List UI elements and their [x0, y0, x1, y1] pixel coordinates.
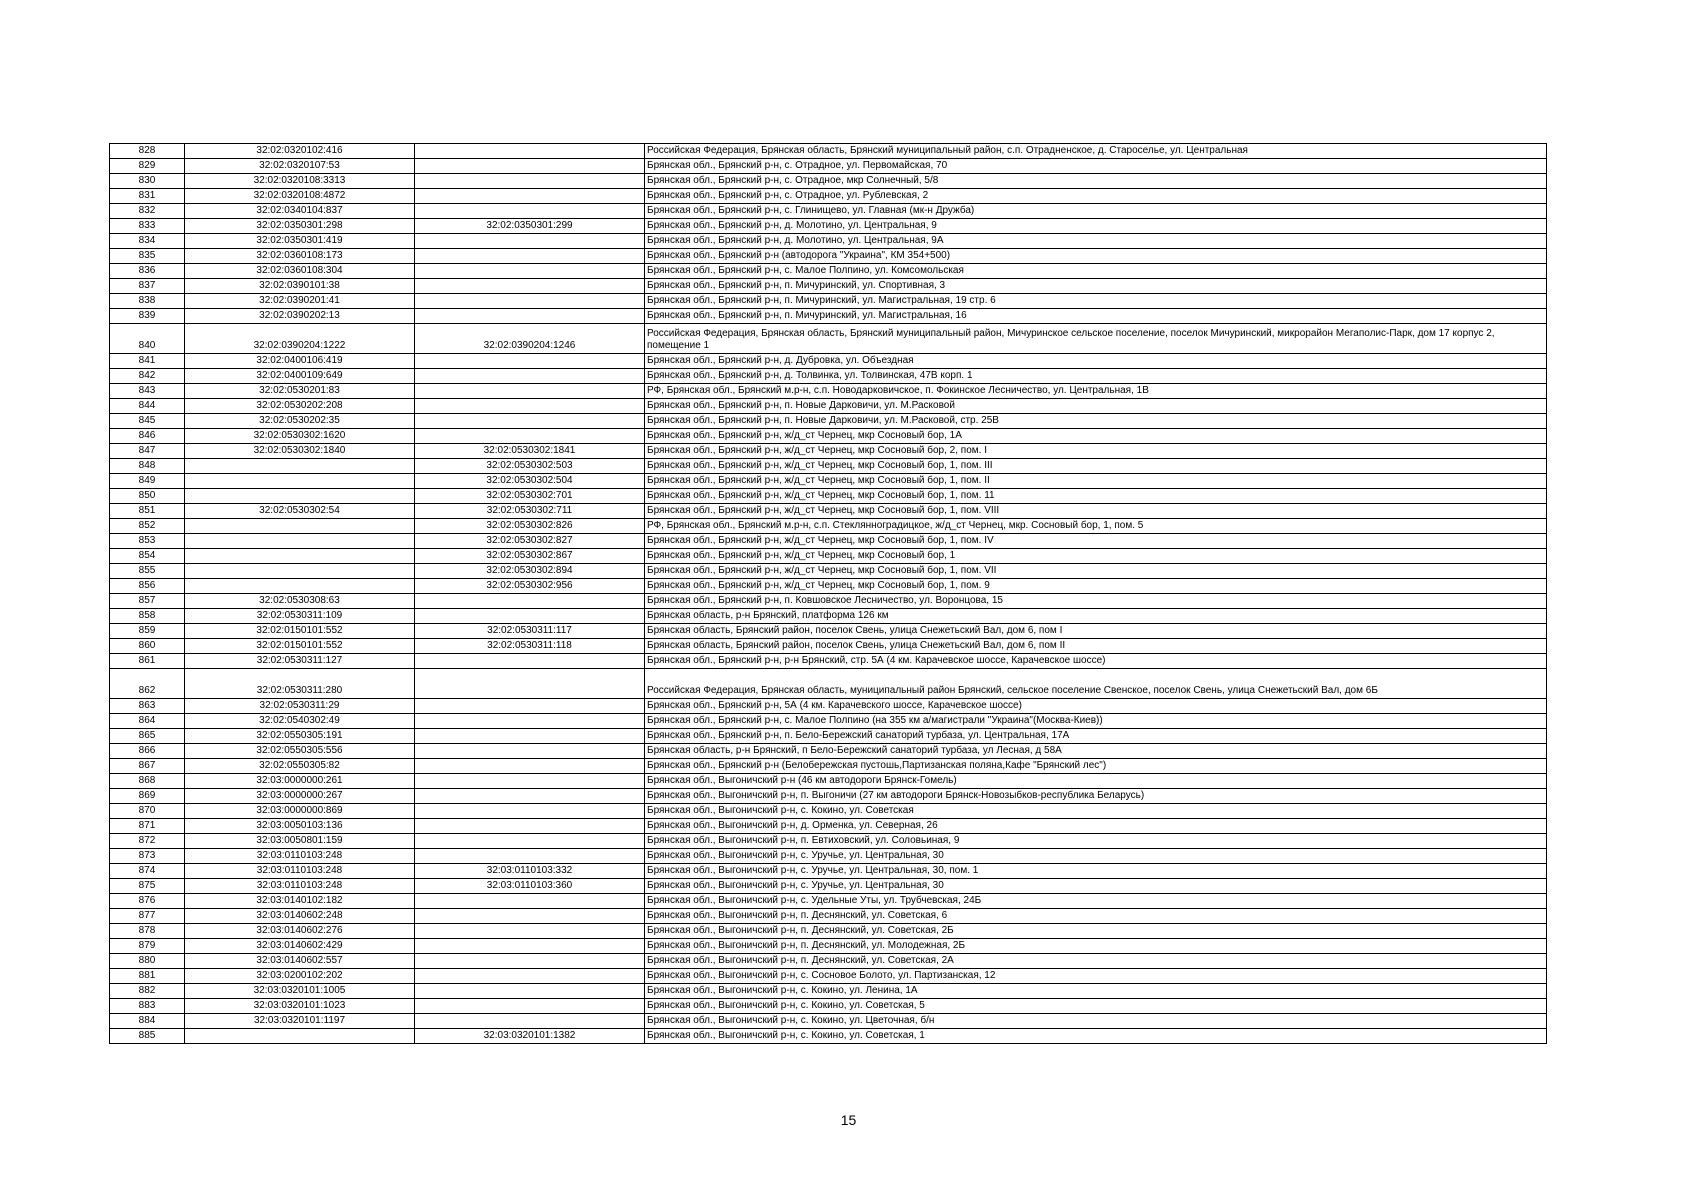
sub-cadastral-number-cell: 32:02:0530302:503: [415, 459, 645, 474]
address-cell: Брянская обл., Брянский р-н, п. Мичуринский, ул. Магистральная, 16: [645, 309, 1547, 324]
row-number-cell: 880: [110, 954, 185, 969]
cadastral-number-cell: 32:02:0150101:552: [185, 624, 415, 639]
cadastral-number-cell: 32:03:0000000:869: [185, 804, 415, 819]
sub-cadastral-number-cell: 32:02:0530302:894: [415, 564, 645, 579]
sub-cadastral-number-cell: [415, 924, 645, 939]
row-number-cell: 832: [110, 204, 185, 219]
table-row: [110, 714, 1547, 729]
sub-cadastral-number-cell: [415, 594, 645, 609]
table-row: [110, 399, 1547, 414]
address-cell: Брянская обл., Брянский р-н (автодорога "Украина", КМ 354+500): [645, 249, 1547, 264]
sub-cadastral-number-cell: [415, 144, 645, 159]
sub-cadastral-number-cell: [415, 969, 645, 984]
row-number-cell: 860: [110, 639, 185, 654]
row-number-cell: 836: [110, 264, 185, 279]
table-row: [110, 414, 1547, 429]
sub-cadastral-number-cell: [415, 744, 645, 759]
sub-cadastral-number-cell: [415, 954, 645, 969]
address-cell: Брянская обл., Выгоничский р-н, с. Кокино, ул. Советская: [645, 804, 1547, 819]
sub-cadastral-number-cell: [415, 999, 645, 1014]
table-row: [110, 834, 1547, 849]
row-number-cell: 854: [110, 549, 185, 564]
address-cell: Брянская обл., Выгоничский р-н, п. Выгоничи (27 км автодороги Брянск-Новозыбков-республика Беларусь): [645, 789, 1547, 804]
row-number-cell: 879: [110, 939, 185, 954]
sub-cadastral-number-cell: 32:03:0320101:1382: [415, 1029, 645, 1044]
table-row: [110, 189, 1547, 204]
table-row: [110, 294, 1547, 309]
sub-cadastral-number-cell: 32:02:0530302:867: [415, 549, 645, 564]
address-cell: Брянская обл., Брянский р-н, п. Бело-Бережский санаторий турбаза, ул. Центральная, 17А: [645, 729, 1547, 744]
table-row: [110, 669, 1547, 699]
cadastral-number-cell: 32:03:0140602:248: [185, 909, 415, 924]
cadastral-number-cell: [185, 489, 415, 504]
address-cell: Брянская обл., Выгоничский р-н, с. Кокино, ул. Ленина, 1А: [645, 984, 1547, 999]
row-number-cell: 871: [110, 819, 185, 834]
sub-cadastral-number-cell: [415, 354, 645, 369]
sub-cadastral-number-cell: [415, 849, 645, 864]
sub-cadastral-number-cell: 32:02:0530302:826: [415, 519, 645, 534]
cadastral-number-cell: 32:02:0400106:419: [185, 354, 415, 369]
cadastral-number-cell: 32:02:0530311:280: [185, 669, 415, 699]
row-number-cell: 867: [110, 759, 185, 774]
row-number-cell: 839: [110, 309, 185, 324]
sub-cadastral-number-cell: [415, 384, 645, 399]
sub-cadastral-number-cell: 32:02:0530311:117: [415, 624, 645, 639]
cadastral-number-cell: 32:02:0390202:13: [185, 309, 415, 324]
table-row: [110, 984, 1547, 999]
row-number-cell: 868: [110, 774, 185, 789]
row-number-cell: 859: [110, 624, 185, 639]
cadastral-number-cell: 32:02:0530202:208: [185, 399, 415, 414]
table-row: [110, 954, 1547, 969]
cadastral-number-cell: 32:03:0140602:429: [185, 939, 415, 954]
cadastral-number-cell: 32:02:0150101:552: [185, 639, 415, 654]
table-row: [110, 279, 1547, 294]
row-number-cell: 830: [110, 174, 185, 189]
table-row: [110, 429, 1547, 444]
table-row: [110, 474, 1547, 489]
cadastral-number-cell: 32:02:0530302:54: [185, 504, 415, 519]
sub-cadastral-number-cell: [415, 894, 645, 909]
cadastral-number-cell: 32:02:0360108:304: [185, 264, 415, 279]
address-cell: Брянская обл., Брянский р-н, ж/д_ст Чернец, мкр Сосновый бор, 1, пом. III: [645, 459, 1547, 474]
address-cell: Брянская обл., Выгоничский р-н, п. Деснянский, ул. Советская, 6: [645, 909, 1547, 924]
table-row: [110, 864, 1547, 879]
address-cell: Брянская обл., Брянский р-н, п. Новые Дарковичи, ул. М.Расковой: [645, 399, 1547, 414]
address-cell: Брянская обл., Выгоничский р-н, п. Деснянский, ул. Советская, 2Б: [645, 924, 1547, 939]
cadastral-number-cell: 32:03:0110103:248: [185, 849, 415, 864]
address-cell: Брянская обл., Выгоничский р-н, с. Кокино, ул. Советская, 5: [645, 999, 1547, 1014]
row-number-cell: 828: [110, 144, 185, 159]
cadastral-number-cell: 32:02:0540302:49: [185, 714, 415, 729]
table-row: [110, 1014, 1547, 1029]
sub-cadastral-number-cell: [415, 399, 645, 414]
address-cell: Брянская обл., Брянский р-н, ж/д_ст Чернец, мкр Сосновый бор, 1, пом. II: [645, 474, 1547, 489]
sub-cadastral-number-cell: 32:02:0530302:504: [415, 474, 645, 489]
table-row: [110, 309, 1547, 324]
table-row: [110, 639, 1547, 654]
row-number-cell: 857: [110, 594, 185, 609]
address-cell: Брянская обл., Брянский р-н, ж/д_ст Чернец, мкр Сосновый бор, 1, пом. IV: [645, 534, 1547, 549]
sub-cadastral-number-cell: [415, 294, 645, 309]
cadastral-number-cell: 32:02:0530201:83: [185, 384, 415, 399]
page-number: 15: [840, 1112, 857, 1128]
address-cell: Брянская обл., Брянский р-н (Белобережская пустошь,Партизанская поляна,Кафе "Брянский лес"): [645, 759, 1547, 774]
table-row: [110, 744, 1547, 759]
sub-cadastral-number-cell: [415, 249, 645, 264]
sub-cadastral-number-cell: 32:03:0110103:360: [415, 879, 645, 894]
row-number-cell: 875: [110, 879, 185, 894]
table-row: [110, 1029, 1547, 1044]
row-number-cell: 858: [110, 609, 185, 624]
sub-cadastral-number-cell: [415, 234, 645, 249]
cadastral-number-cell: [185, 474, 415, 489]
table-row: [110, 174, 1547, 189]
cadastral-number-cell: 32:03:0140102:182: [185, 894, 415, 909]
cadastral-number-cell: 32:02:0550305:556: [185, 744, 415, 759]
table-row: [110, 849, 1547, 864]
address-cell: Брянская обл., Выгоничский р-н, с. Уручье, ул. Центральная, 30: [645, 849, 1547, 864]
row-number-cell: 849: [110, 474, 185, 489]
cadastral-number-cell: [185, 519, 415, 534]
address-cell: Брянская обл., Брянский р-н, ж/д_ст Чернец, мкр Сосновый бор, 1, пом. 11: [645, 489, 1547, 504]
table-row: [110, 774, 1547, 789]
cadastral-number-cell: 32:03:0320101:1023: [185, 999, 415, 1014]
sub-cadastral-number-cell: [415, 429, 645, 444]
row-number-cell: 835: [110, 249, 185, 264]
address-cell: Брянская обл., Брянский р-н, с. Отрадное, мкр Солнечный, 5/8: [645, 174, 1547, 189]
row-number-cell: 877: [110, 909, 185, 924]
row-number-cell: 840: [110, 324, 185, 354]
row-number-cell: 848: [110, 459, 185, 474]
sub-cadastral-number-cell: [415, 789, 645, 804]
table-row: [110, 504, 1547, 519]
table-row: [110, 369, 1547, 384]
cadastral-number-cell: 32:02:0390101:38: [185, 279, 415, 294]
cadastral-number-cell: 32:03:0320101:1197: [185, 1014, 415, 1029]
row-number-cell: 841: [110, 354, 185, 369]
cadastral-number-cell: 32:02:0320102:416: [185, 144, 415, 159]
row-number-cell: 873: [110, 849, 185, 864]
sub-cadastral-number-cell: [415, 669, 645, 699]
cadastral-number-cell: [185, 1029, 415, 1044]
address-cell: Брянская обл., Выгоничский р-н, с. Кокино, ул. Цветочная, б/н: [645, 1014, 1547, 1029]
row-number-cell: 869: [110, 789, 185, 804]
row-number-cell: 850: [110, 489, 185, 504]
table-row: [110, 564, 1547, 579]
cadastral-number-cell: 32:02:0400109:649: [185, 369, 415, 384]
table-row: [110, 804, 1547, 819]
address-cell: Брянская обл., Брянский р-н, д. Молотино, ул. Центральная, 9: [645, 219, 1547, 234]
cadastral-number-cell: 32:03:0050103:136: [185, 819, 415, 834]
table-row: [110, 444, 1547, 459]
cadastral-number-cell: 32:02:0530311:29: [185, 699, 415, 714]
address-cell: Брянская область, Брянский район, поселок Свень, улица Снежетьский Вал, дом 6, пом I: [645, 624, 1547, 639]
row-number-cell: 847: [110, 444, 185, 459]
sub-cadastral-number-cell: [415, 759, 645, 774]
table-row: [110, 384, 1547, 399]
table-row: [110, 489, 1547, 504]
address-cell: Брянская обл., Выгоничский р-н, с. Кокино, ул. Советская, 1: [645, 1029, 1547, 1044]
row-number-cell: 834: [110, 234, 185, 249]
row-number-cell: 862: [110, 669, 185, 699]
address-cell: Брянская обл., Выгоничский р-н, с. Удельные Уты, ул. Трубчевская, 24Б: [645, 894, 1547, 909]
row-number-cell: 842: [110, 369, 185, 384]
address-cell: Брянская обл., Брянский р-н, с. Отрадное, ул. Рублевская, 2: [645, 189, 1547, 204]
sub-cadastral-number-cell: [415, 174, 645, 189]
row-number-cell: 829: [110, 159, 185, 174]
cadastral-number-cell: 32:02:0550305:82: [185, 759, 415, 774]
sub-cadastral-number-cell: 32:02:0530311:118: [415, 639, 645, 654]
row-number-cell: 882: [110, 984, 185, 999]
row-number-cell: 838: [110, 294, 185, 309]
cadastral-number-cell: 32:03:0140602:276: [185, 924, 415, 939]
cadastral-number-cell: 32:02:0320108:3313: [185, 174, 415, 189]
address-cell: Брянская обл., Брянский р-н, д. Толвинка, ул. Толвинская, 47В корп. 1: [645, 369, 1547, 384]
address-cell: Брянская обл., Брянский р-н, 5А (4 км. Карачевского шоссе, Карачевское шоссе): [645, 699, 1547, 714]
address-cell: Брянская область, р-н Брянский, платформа 126 км: [645, 609, 1547, 624]
sub-cadastral-number-cell: [415, 204, 645, 219]
table-row: [110, 609, 1547, 624]
table-row: [110, 939, 1547, 954]
table-row: [110, 909, 1547, 924]
cadastral-number-cell: 32:03:0320101:1005: [185, 984, 415, 999]
row-number-cell: 876: [110, 894, 185, 909]
sub-cadastral-number-cell: 32:02:0530302:1841: [415, 444, 645, 459]
table-row: [110, 594, 1547, 609]
address-cell: Брянская обл., Выгоничский р-н, п. Евтиховский, ул. Соловьиная, 9: [645, 834, 1547, 849]
address-cell: Брянская обл., Брянский р-н, ж/д_ст Чернец, мкр Сосновый бор, 1, пом. VII: [645, 564, 1547, 579]
sub-cadastral-number-cell: [415, 774, 645, 789]
sub-cadastral-number-cell: [415, 279, 645, 294]
row-number-cell: 861: [110, 654, 185, 669]
row-number-cell: 883: [110, 999, 185, 1014]
registry-table: [109, 143, 1547, 1044]
table-row: [110, 654, 1547, 669]
row-number-cell: 851: [110, 504, 185, 519]
sub-cadastral-number-cell: [415, 369, 645, 384]
sub-cadastral-number-cell: 32:02:0530302:827: [415, 534, 645, 549]
cadastral-number-cell: [185, 549, 415, 564]
cadastral-number-cell: 32:02:0350301:298: [185, 219, 415, 234]
row-number-cell: 874: [110, 864, 185, 879]
cadastral-number-cell: [185, 564, 415, 579]
address-cell: Брянская обл., Выгоничский р-н, с. Сосновое Болото, ул. Партизанская, 12: [645, 969, 1547, 984]
address-cell: Брянская обл., Брянский р-н, с. Малое Полпино (на 355 км а/магистрали "Украина"(Москва-Киев)): [645, 714, 1547, 729]
sub-cadastral-number-cell: 32:03:0110103:332: [415, 864, 645, 879]
sub-cadastral-number-cell: [415, 264, 645, 279]
cadastral-number-cell: [185, 459, 415, 474]
table-row: [110, 534, 1547, 549]
address-cell: Российская Федерация, Брянская область, Брянский муниципальный район, с.п. Отрадненское, д. Староселье, ул. Центральная: [645, 144, 1547, 159]
table-row: [110, 999, 1547, 1014]
registry-table-body: [110, 144, 1547, 1044]
address-cell: Брянская обл., Выгоничский р-н (46 км автодороги Брянск-Гомель): [645, 774, 1547, 789]
cadastral-number-cell: 32:03:0000000:261: [185, 774, 415, 789]
sub-cadastral-number-cell: 32:02:0350301:299: [415, 219, 645, 234]
table-row: [110, 699, 1547, 714]
sub-cadastral-number-cell: 32:02:0530302:701: [415, 489, 645, 504]
address-cell: Брянская обл., Брянский р-н, с. Малое Полпино, ул. Комсомольская: [645, 264, 1547, 279]
row-number-cell: 872: [110, 834, 185, 849]
table-row: [110, 234, 1547, 249]
row-number-cell: 853: [110, 534, 185, 549]
address-cell: Брянская обл., Брянский р-н, п. Новые Дарковичи, ул. М.Расковой, стр. 25В: [645, 414, 1547, 429]
sub-cadastral-number-cell: [415, 939, 645, 954]
address-cell: Брянская обл., Выгоничский р-н, д. Орменка, ул. Северная, 26: [645, 819, 1547, 834]
sub-cadastral-number-cell: [415, 984, 645, 999]
table-row: [110, 729, 1547, 744]
cadastral-number-cell: 32:02:0530308:63: [185, 594, 415, 609]
row-number-cell: 852: [110, 519, 185, 534]
address-cell: Брянская область, Брянский район, поселок Свень, улица Снежетьский Вал, дом 6, пом II: [645, 639, 1547, 654]
sub-cadastral-number-cell: [415, 804, 645, 819]
address-cell: Брянская обл., Выгоничский р-н, п. Деснянский, ул. Советская, 2А: [645, 954, 1547, 969]
cadastral-number-cell: 32:02:0530302:1620: [185, 429, 415, 444]
cadastral-number-cell: [185, 579, 415, 594]
sub-cadastral-number-cell: [415, 729, 645, 744]
table-row: [110, 789, 1547, 804]
table-row: [110, 249, 1547, 264]
row-number-cell: 866: [110, 744, 185, 759]
address-cell: Брянская обл., Брянский р-н, д. Дубровка, ул. Объездная: [645, 354, 1547, 369]
cadastral-number-cell: 32:02:0340104:837: [185, 204, 415, 219]
address-cell: Российская Федерация, Брянская область, муниципальный район Брянский, сельское поселение Свенское, поселок Свень, улица Снежетьский Вал, дом 6Б: [645, 669, 1547, 699]
table-row: [110, 879, 1547, 894]
row-number-cell: 846: [110, 429, 185, 444]
table-row: [110, 324, 1547, 354]
cadastral-number-cell: 32:02:0320108:4872: [185, 189, 415, 204]
address-cell: Брянская обл., Брянский р-н, п. Ковшовское Лесничество, ул. Воронцова, 15: [645, 594, 1547, 609]
sub-cadastral-number-cell: 32:02:0390204:1246: [415, 324, 645, 354]
cadastral-number-cell: 32:03:0000000:267: [185, 789, 415, 804]
row-number-cell: 856: [110, 579, 185, 594]
table-row: [110, 624, 1547, 639]
cadastral-number-cell: 32:02:0530302:1840: [185, 444, 415, 459]
sub-cadastral-number-cell: [415, 699, 645, 714]
address-cell: Брянская обл., Брянский р-н, р-н Брянский, стр. 5А (4 км. Карачевское шоссе, Карачевское шоссе): [645, 654, 1547, 669]
row-number-cell: 863: [110, 699, 185, 714]
address-cell: Брянская обл., Брянский р-н, п. Мичуринский, ул. Магистральная, 19 стр. 6: [645, 294, 1547, 309]
cadastral-number-cell: 32:02:0550305:191: [185, 729, 415, 744]
cadastral-number-cell: 32:02:0530202:35: [185, 414, 415, 429]
address-cell: РФ, Брянская обл., Брянский м.р-н, с.п. Стеклянноградицкое, ж/д_ст Чернец, мкр. Сосновый бор, 1, пом. 5: [645, 519, 1547, 534]
cadastral-number-cell: 32:02:0390201:41: [185, 294, 415, 309]
table-row: [110, 159, 1547, 174]
address-cell: Брянская обл., Брянский р-н, п. Мичуринский, ул. Спортивная, 3: [645, 279, 1547, 294]
address-cell: Брянская обл., Брянский р-н, д. Молотино, ул. Центральная, 9А: [645, 234, 1547, 249]
row-number-cell: 833: [110, 219, 185, 234]
cadastral-number-cell: 32:02:0530311:127: [185, 654, 415, 669]
table-row: [110, 894, 1547, 909]
sub-cadastral-number-cell: [415, 654, 645, 669]
address-cell: Брянская обл., Брянский р-н, ж/д_ст Чернец, мкр Сосновый бор, 1, пом. VIII: [645, 504, 1547, 519]
cadastral-number-cell: 32:03:0110103:248: [185, 864, 415, 879]
sub-cadastral-number-cell: [415, 1014, 645, 1029]
table-row: [110, 924, 1547, 939]
sub-cadastral-number-cell: [415, 909, 645, 924]
sub-cadastral-number-cell: [415, 834, 645, 849]
row-number-cell: 881: [110, 969, 185, 984]
address-cell: РФ, Брянская обл., Брянский м.р-н, с.п. Новодарковичское, п. Фокинское Лесничество, ул. Центральная, 1В: [645, 384, 1547, 399]
address-cell: Брянская обл., Брянский р-н, ж/д_ст Чернец, мкр Сосновый бор, 1, пом. 9: [645, 579, 1547, 594]
cadastral-number-cell: 32:02:0390204:1222: [185, 324, 415, 354]
sub-cadastral-number-cell: [415, 159, 645, 174]
cadastral-number-cell: 32:03:0050801:159: [185, 834, 415, 849]
sub-cadastral-number-cell: [415, 714, 645, 729]
sub-cadastral-number-cell: 32:02:0530302:711: [415, 504, 645, 519]
sub-cadastral-number-cell: [415, 414, 645, 429]
row-number-cell: 885: [110, 1029, 185, 1044]
table-row: [110, 459, 1547, 474]
cadastral-number-cell: 32:02:0360108:173: [185, 249, 415, 264]
address-cell: Брянская область, р-н Брянский, п Бело-Бережский санаторий турбаза, ул Лесная, д 58А: [645, 744, 1547, 759]
cadastral-number-cell: 32:03:0140602:557: [185, 954, 415, 969]
address-cell: Брянская обл., Брянский р-н, с. Отрадное, ул. Первомайская, 70: [645, 159, 1547, 174]
cadastral-number-cell: 32:02:0530311:109: [185, 609, 415, 624]
table-row: [110, 204, 1547, 219]
address-cell: Брянская обл., Выгоничский р-н, с. Уручье, ул. Центральная, 30: [645, 879, 1547, 894]
table-row: [110, 219, 1547, 234]
address-cell: Брянская обл., Брянский р-н, ж/д_ст Чернец, мкр Сосновый бор, 1: [645, 549, 1547, 564]
address-cell: Брянская обл., Выгоничский р-н, п. Деснянский, ул. Молодежная, 2Б: [645, 939, 1547, 954]
cadastral-number-cell: [185, 534, 415, 549]
sub-cadastral-number-cell: [415, 609, 645, 624]
address-cell: Брянская обл., Брянский р-н, ж/д_ст Чернец, мкр Сосновый бор, 2, пом. I: [645, 444, 1547, 459]
address-cell: Брянская обл., Брянский р-н, с. Глинищево, ул. Главная (мк-н Дружба): [645, 204, 1547, 219]
cadastral-number-cell: 32:02:0320107:53: [185, 159, 415, 174]
table-row: [110, 759, 1547, 774]
address-cell: Брянская обл., Выгоничский р-н, с. Уручье, ул. Центральная, 30, пом. 1: [645, 864, 1547, 879]
row-number-cell: 884: [110, 1014, 185, 1029]
table-row: [110, 579, 1547, 594]
cadastral-number-cell: 32:03:0110103:248: [185, 879, 415, 894]
row-number-cell: 845: [110, 414, 185, 429]
table-row: [110, 354, 1547, 369]
address-cell: Брянская обл., Брянский р-н, ж/д_ст Чернец, мкр Сосновый бор, 1А: [645, 429, 1547, 444]
table-row: [110, 264, 1547, 279]
table-row: [110, 819, 1547, 834]
table-row: [110, 969, 1547, 984]
row-number-cell: 831: [110, 189, 185, 204]
sub-cadastral-number-cell: [415, 819, 645, 834]
sub-cadastral-number-cell: [415, 189, 645, 204]
cadastral-number-cell: 32:02:0350301:419: [185, 234, 415, 249]
row-number-cell: 837: [110, 279, 185, 294]
row-number-cell: 855: [110, 564, 185, 579]
row-number-cell: 864: [110, 714, 185, 729]
row-number-cell: 870: [110, 804, 185, 819]
cadastral-number-cell: 32:03:0200102:202: [185, 969, 415, 984]
table-row: [110, 144, 1547, 159]
row-number-cell: 844: [110, 399, 185, 414]
row-number-cell: 865: [110, 729, 185, 744]
row-number-cell: 878: [110, 924, 185, 939]
row-number-cell: 843: [110, 384, 185, 399]
sub-cadastral-number-cell: 32:02:0530302:956: [415, 579, 645, 594]
table-row: [110, 519, 1547, 534]
address-cell: Российская Федерация, Брянская область, Брянский муниципальный район, Мичуринское сельское поселение, поселок Мичуринский, микрорайон Мегаполис-Парк, дом 17 корпус 2, помещение 1: [645, 324, 1547, 354]
table-row: [110, 549, 1547, 564]
sub-cadastral-number-cell: [415, 309, 645, 324]
